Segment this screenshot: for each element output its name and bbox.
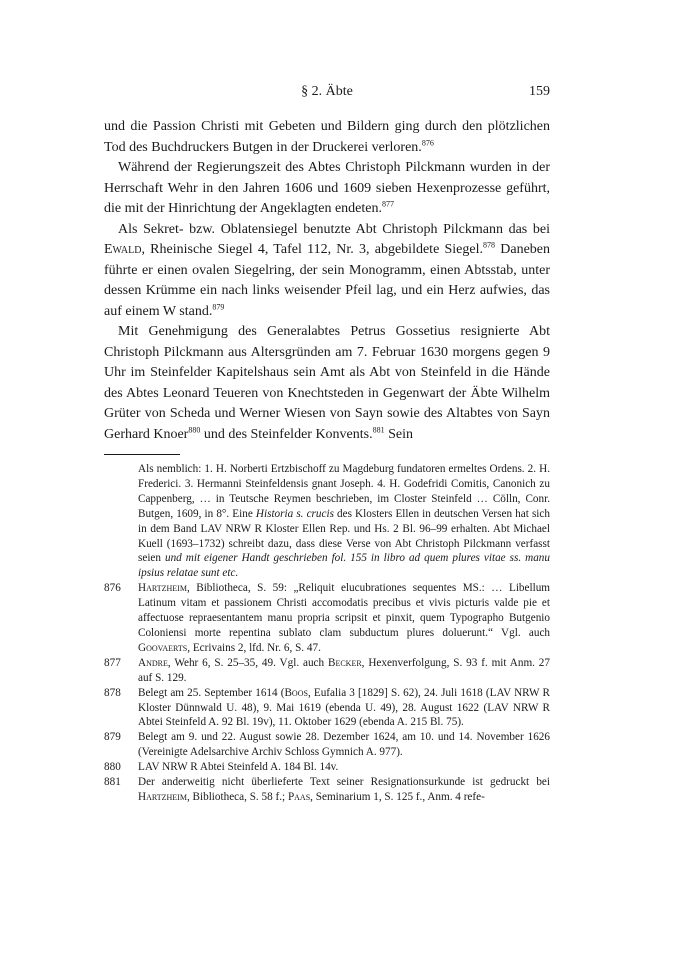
book-page xyxy=(104,84,550,805)
paragraph xyxy=(104,220,550,323)
footnote-text xyxy=(138,656,550,686)
footnote-880 xyxy=(104,760,550,775)
footnote-number: 877 xyxy=(104,656,121,669)
footnote-text xyxy=(138,581,550,656)
footnote-text-part: , Ecrivains 2, lfd. Nr. 6, S. 47. xyxy=(187,641,321,654)
paragraph-text: Während der Regierungszeit des Abtes Christoph Pilckmann wurden in der Herrschaft Wehr in den Jahren 1606 und 1609 sieben Hexenprozesse geführt, die mit der Hinrichtung der Angeklagten endeten. xyxy=(104,160,550,216)
footnote-ref[interactable]: 877 xyxy=(381,199,394,209)
footnote-ref[interactable]: 878 xyxy=(483,240,496,250)
author-name: Boos xyxy=(284,686,308,699)
italic-quote: und mit eigener Handt geschrieben fol. 155 in libro ad quem plures vitae ss. manu ipsius relatae sunt etc. xyxy=(138,552,550,580)
author-name: Becker xyxy=(327,656,362,669)
running-title: § 2. Äbte xyxy=(301,84,353,99)
author-name: Paas xyxy=(287,790,311,803)
footnote-number: 881 xyxy=(104,776,121,789)
footnote-number: 878 xyxy=(104,686,121,699)
footnote-ref[interactable]: 876 xyxy=(421,137,434,147)
footnote-ref[interactable]: 880 xyxy=(188,424,201,434)
footnote-876 xyxy=(104,581,550,656)
footnote-number: 880 xyxy=(104,761,121,774)
footnote-text: LAV NRW R Abtei Steinfeld A. 184 Bl. 14v. xyxy=(138,761,339,774)
author-name: Goovaerts xyxy=(138,641,188,654)
footnote-877 xyxy=(104,656,550,686)
footnote-text-part: , Wehr 6, S. 25–35, 49. Vgl. auch xyxy=(167,656,328,669)
paragraph xyxy=(104,158,550,220)
author-name: Hartzheim xyxy=(138,790,187,803)
footnote-number: 879 xyxy=(104,731,121,744)
author-name: Andre xyxy=(138,656,168,669)
footnote-text xyxy=(138,462,550,581)
paragraph xyxy=(104,117,550,158)
paragraph-text: Daneben führte er einen ovalen Siegelring, der sein Monogramm, einen Abtsstab, unter dessen Krümme ein nach links weisender Pfeil lag, und ein Herz aufwies, das auf einem W stand. xyxy=(104,242,550,319)
footnote-ref[interactable]: 881 xyxy=(372,424,385,434)
footnotes xyxy=(104,462,550,805)
paragraph-text: Als Sekret- bzw. Oblatensiegel benutzte Abt Christoph Pilckmann das bei xyxy=(118,221,550,237)
footnote-881 xyxy=(104,775,550,805)
footnote-number: 876 xyxy=(104,582,121,595)
footnote-878 xyxy=(104,686,550,731)
footnote-text-part: , Hexenverfolgung, S. 93 f. mit Anm. 27 auf S. 129. xyxy=(138,656,550,684)
footnote-text-part: , Seminarium 1, S. 125 f., Anm. 4 refe- xyxy=(310,790,485,803)
footnote-text-part: des Klosters Ellen in deutschen Versen hat sich in dem Band LAV NRW R Kloster Ellen Rep. und Hs. 2 Bl. 96–99 erhalten. Abt Michael Kuell (1693–1732) schreibt dazu, dass diese Verse von Abt Christoph Pilckmann verfasst seien xyxy=(138,507,550,565)
footnote-text-part: , Eufalia 3 [1829] S. 62), 24. Juli 1618 (LAV NRW R Kloster Dünnwald U. 48), 9. Mai 1619 (ebenda U. 49), 28. August 1622 (LAV NRW R Abtei Steinfeld A. 92 Bl. 19v), 11. Oktober 1629 (ebenda A. 215 Bl. 75). xyxy=(138,686,550,729)
footnote-continuation xyxy=(104,462,550,581)
footnote-text-part: , Bibliotheca, S. 58 f.; xyxy=(186,790,288,803)
footnote-text-part: Der anderweitig nicht überlieferte Text seiner Resignationsurkunde ist gedruckt bei xyxy=(138,776,550,789)
running-header xyxy=(104,84,550,106)
footnote-text: Belegt am 9. und 22. August sowie 28. Dezember 1624, am 10. und 14. November 1626 (Vereinigte Adelsarchive Archiv Schloss Gymnich A. 977). xyxy=(138,731,550,759)
main-text xyxy=(104,117,550,445)
footnote-879 xyxy=(104,730,550,760)
page-number: 159 xyxy=(529,84,550,99)
author-name: Hartzheim xyxy=(138,582,187,595)
paragraph-text: und die Passion Christi mit Gebeten und Bildern ging durch den plötzlichen Tod des Buchdruckers Butgen in der Druckerei verloren. xyxy=(104,119,550,155)
footnote-text xyxy=(138,775,550,805)
footnote-text xyxy=(138,686,550,731)
paragraph-text: , Rheinische Siegel 4, Tafel 112, Nr. 3, abgebildete Siegel. xyxy=(141,242,484,257)
paragraph-text: und des Steinfelder Konvents. xyxy=(200,426,373,442)
paragraph-text: Mit Genehmigung des Generalabtes Petrus Gossetius resignierte Abt Christoph Pilckmann aus Altersgründen am 7. Februar 1630 morgens gegen 9 Uhr im Steinfelder Kapitelshaus sein Amt als Abt von Steinfeld in die Hände des Abtes Leonard Teueren von Knechtsteden in Gegenwart der Äbte Wilhelm Grüter von Scheda und Werner Wiesen von Sayn sowie des Altabtes von Sayn Gerhard Knoer xyxy=(104,324,550,442)
paragraph-text: Sein xyxy=(384,426,413,442)
footnote-text-part: , Bibliotheca, S. 59: „Reliquit elucubrationes sequentes MS.: … Libellum Latinum vitam et passionem Christi accomodatis precibus et vivis picturis valde pie et affectuose repraesentantem manu propria scripsit et pinxit, quem Typographo Butgenio Coloniensi morte repentina sublato clam subductum plures doluerunt.“ Vgl. auch xyxy=(138,582,550,639)
footnote-text-part: Belegt am 25. September 1614 ( xyxy=(138,686,285,699)
italic-title: Historia s. crucis xyxy=(255,507,334,520)
footnote-separator xyxy=(104,454,180,455)
footnote-ref[interactable]: 879 xyxy=(212,301,225,311)
paragraph xyxy=(104,322,550,445)
footnote-text-part: Als nemblich: 1. H. Norberti Ertzbischoff zu Magdeburg fundatoren ermeltes Ordens. 2. H. Frederici. 3. Hermanni Steinfeldensis gnant Joseph. 4. H. Godefridi Comitis, Canonich zu Cappenberg, … in Teutsche Reymen beschrieben, im Closter Steinfeld … Cölln, Conr. Butgen, 1609, in 8°. Eine xyxy=(138,463,550,520)
author-name: Ewald xyxy=(104,242,142,257)
